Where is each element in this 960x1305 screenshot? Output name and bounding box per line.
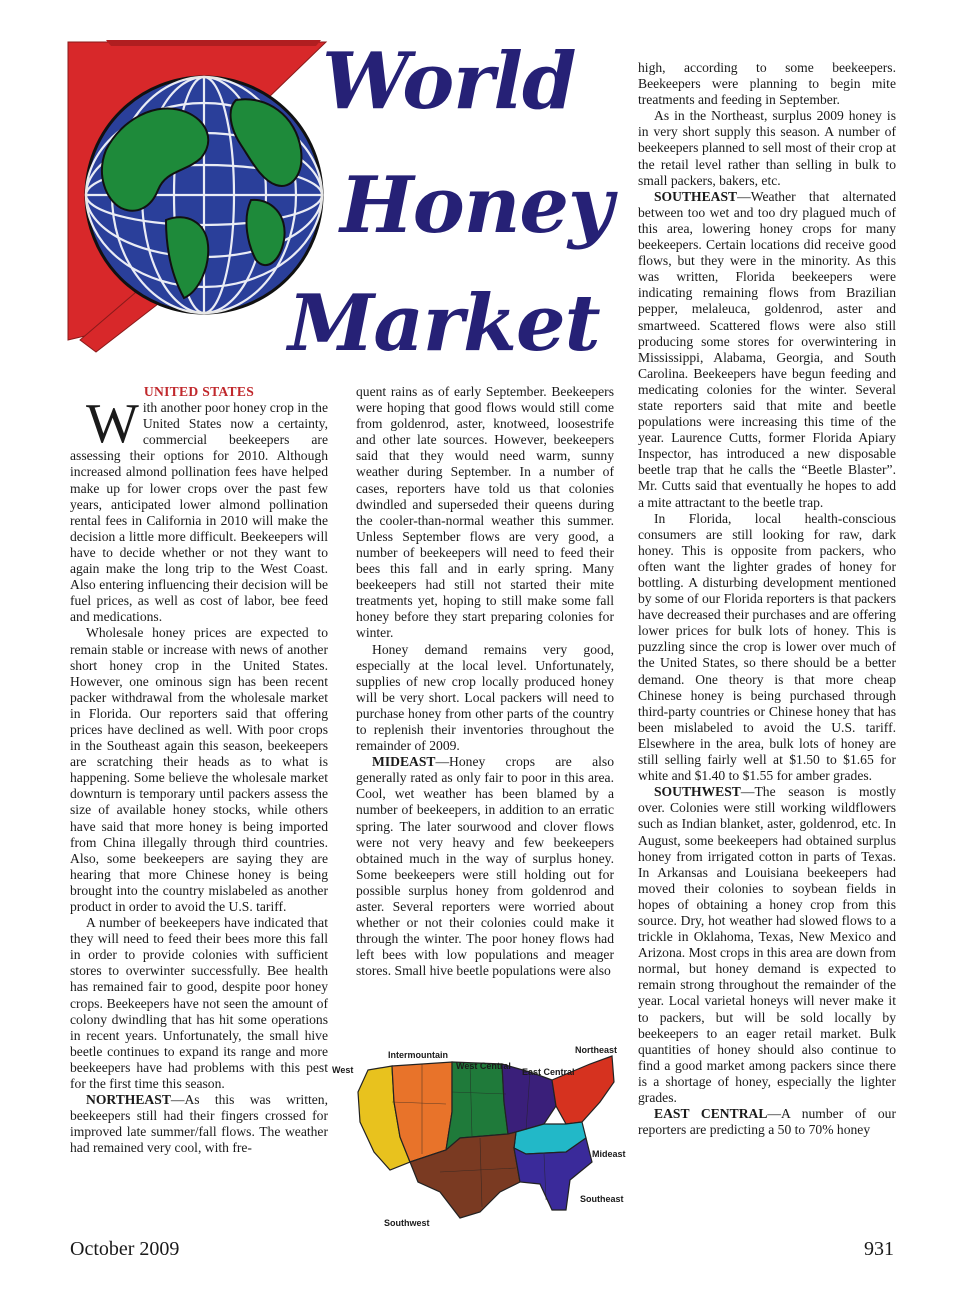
paragraph: As in the Northeast, surplus 2009 honey is in very short supply this season. A number of beekeepers planned to sell most of their crop at the retail level rather than selling in bulk to small packers, bakers, etc. <box>638 108 896 188</box>
drop-cap: W <box>86 393 139 456</box>
title-honey: Honey <box>340 160 613 251</box>
paragraph-text: —A number of our reporters are predicting a 50 to 70% honey <box>638 1106 896 1138</box>
paragraph <box>638 784 896 1106</box>
paragraph <box>638 189 896 511</box>
map-label-mideast: Mideast <box>592 1149 626 1159</box>
region-heading-southwest: SOUTHWEST <box>654 784 741 800</box>
map-label-southeast: Southeast <box>580 1194 624 1204</box>
paragraph: Honey demand remains very good, especially at the local level. Unfortunately, supplies of new crop locally produced honey will be very short. Local packers will need to purchase honey from other parts of the country to replenish their inventories throughout the remainder of 2009. <box>356 641 614 754</box>
footer-date: October 2009 <box>70 1238 180 1260</box>
paragraph-text: —Honey crops are also generally rated as only fair to poor in this area. Cool, wet weather has been blamed by a number of beekeepers, in addition to an erratic spring. The later sourwood and clover flows were not very heavy and few beekeepers obtained much in the way of surplus honey. Some beekeepers were still holding out for possible surplus honey from goldenrod and aster. Several reporters were worried about whether or not their colonies could make it through the winter. The poor honey flows had left bees with low populations and meager stores. Small hive beetle populations were also <box>356 754 614 979</box>
title-world: World <box>322 36 576 127</box>
article-column-3 <box>638 60 896 1138</box>
paragraph: high, according to some beekeepers. Beekeepers were planning to begin mite treatments and feeding in September. <box>638 60 896 108</box>
paragraph <box>356 754 614 979</box>
paragraph-text: —Weather that alternated between too wet and too dry plagued much of this area, lowering honey crops for many beekeepers. Certain locations did receive good flows, but they were in the minority. As this was written, Florida beekeepers were indicating remaining flows from Brazilian pepper, melaleuca, goldenrod, aster and smartweed. Scattered flows were also still producing some stores for overwintering in Mississippi, Alabama, Georgia, and South Carolina. Beekeepers have begun feeding and medicating colonies for the winter. Several state reporters said that mite and beetle populations were increasing this time of the year. Laurence Cutts, former Florida Apiary Inspector, has introduced a new disposable beetle trap that he calls the “Beetle Blaster”. Mr. Cutts said that eventually he hopes to add a mite attractant to the beetle trap. <box>638 188 896 510</box>
paragraph <box>70 1092 328 1156</box>
paragraph <box>70 393 328 625</box>
map-label-southwest: Southwest <box>384 1218 430 1228</box>
map-label-intermountain: Intermountain <box>388 1050 448 1060</box>
paragraph <box>638 1106 896 1138</box>
section-heading-united-states: UNITED STATES <box>143 384 255 399</box>
us-regions-map <box>330 1042 630 1232</box>
paragraph: A number of beekeepers have indicated that they will need to feed their bees more this fall in order to provide colonies with sufficient stores to overwinter successfully. Bee health has remained fair to good, despite poor honey crops. Beekeepers have not seen the amount of colony dwindling that has hit some operations in recent years. Unfortunately, the small hive beetle continues to expand its range and more beekeepers have had problems with this pest for the first time this season. <box>70 915 328 1092</box>
paragraph: Wholesale honey prices are expected to remain stable or increase with news of another short honey crop in the United States. However, one ominous sign has been recent packer withdrawal from the wholesale market in Florida. Our reporters said that offering prices have declined as well. With poor crops in the Southeast again this season, beekeepers are scratching their heads as to what is happening. Some believe the wholesale market downturn is temporary until packers assess the size of available honey stocks, while others have said that more honey is being imported from China illegally through third countries. Also, some beekeepers are saying they are hearing that more Chinese honey is being brought into the country mislabeled as another product in order to avoid the U.S. tariff. <box>70 625 328 914</box>
region-heading-northeast: NORTHEAST <box>86 1092 171 1108</box>
paragraph-text: —As this was written, beekeepers still had their fingers crossed for improved late summer/fall flows. The weather had remained very cool, with fre- <box>70 1092 328 1156</box>
map-label-west-central: West Central <box>456 1061 511 1071</box>
region-heading-east-central: EAST CENTRAL <box>654 1106 768 1122</box>
article-column-2 <box>356 384 614 979</box>
map-label-west: West <box>332 1065 354 1075</box>
article-column-1 <box>70 384 328 1157</box>
map-label-east-central: East Central <box>522 1067 575 1077</box>
paragraph: quent rains as of early September. Beekeepers were hoping that good flows would still come from goldenrod, aster, knotweed, loosestrife and other late sources. However, beekeepers said that they would need warm, sunny weather during September. In a number of cases, reporters have told us that colonies dwindled and superseded their queens during the cooler-than-normal weather this summer. Unless September flows are very good, a number of beekeepers will need to feed their bees this fall and in early spring. Many beekeepers had still not started their mite treatments yet, hoping to still make some fall honey before they start preparing colonies for winter. <box>356 384 614 641</box>
map-label-northeast: Northeast <box>575 1045 618 1055</box>
region-heading-southeast: SOUTHEAST <box>654 188 738 204</box>
paragraph-text: ith another poor honey crop in the United States now a certainty, commercial beekeepers are assessing their options for 2010. Although increased almond pollination fees have helped make up for lower crops over the past few years, anticipated lower almond pollination rental fees in California in 2010 will make the decision a little more difficult. Beekeepers will have to decide whether or not they want to again make the long trip to the West Coast. Also entering influencing their decision will be fuel prices, as well as cost of labor, bee feed and medications. <box>70 400 328 625</box>
region-heading-mideast: MIDEAST <box>372 754 436 770</box>
paragraph: In Florida, local health-conscious consumers are still looking for raw, dark honey. This is opposite from packers, who often want the lighter grades of honey for bottling. A disturbing development mentioned by some of our Florida reporters is that packers have decreased their purchases and are offering lower prices for bulk lots of honey. This is puzzling since the crop is lower over much of the United States, so there should be a better demand. One theory is that more cheap Chinese honey is being purchased through third-party countries or Chinese honey that has been mislabeled to avoid the U.S. tariff. Elsewhere in the area, bulk lots of honey are still selling fairly well at $1.50 to $1.65 for white and $1.40 to $1.55 for amber grades. <box>638 510 896 784</box>
globe-icon <box>86 77 322 313</box>
footer-page-number: 931 <box>864 1238 894 1260</box>
title-market: Market <box>288 278 600 369</box>
paragraph-text: —The season is mostly over. Colonies were still working wildflowers such as Indian blanket, aster, goldenrod, etc. In August, some beekeepers had obtained surplus honey from irrigated cotton in parts of Texas. In Arkansas and Louisiana beekeepers had moved their colonies to soybean fields in hopes of obtaining a honey crop from this source. Dry, hot weather had slowed flows to a trickle in Oklahoma, Texas, New Mexico and Arizona. Most crops in this area are down from normal, but honey demand is expected to remain strong throughout the remainder of the year. Local varietal honeys will never make it to packers, but will be sold locally by beekeepers to an eager retail market. Bulk quantities of honey should also continue to find a good market among packers since there is a shortage of honey, especially the lighter grades. <box>638 784 896 1105</box>
